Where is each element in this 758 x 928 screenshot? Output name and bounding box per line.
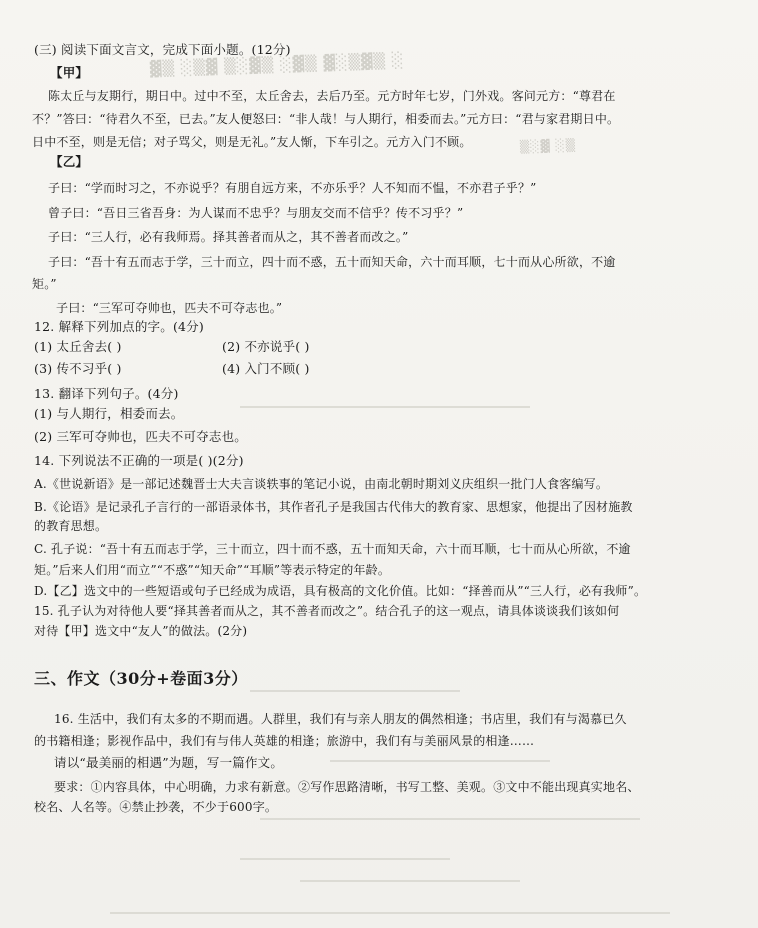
q14-stem: 14. 下列说法不正确的一项是( )(2分) [34,453,244,468]
q14-option-c-line2: 矩。”后来人们用“而立”“不惑”“知天命”“耳顺”等表示特定的年龄。 [34,563,391,577]
q13-item-2: (2) 三军可夺帅也，匹夫不可夺志也。 [34,429,247,444]
bleed-mark [300,880,520,882]
reading-intro: (三) 阅读下面文言文，完成下面小题。(12分) [34,42,291,57]
yi-line-1: 子曰：“学而时习之，不亦说乎？有朋自远方来，不亦乐乎？人不知而不愠，不亦君子乎？” [48,181,537,195]
q15-line-1: 15. 孔子认为对待他人要“择其善者而从之，其不善者而改之”。结合孔子的这一观点，请具体谈谈我们该如何 [34,604,620,618]
essay-prompt: 请以“最美丽的相遇”为题，写一篇作文。 [54,755,284,770]
label-jia: 【甲】 [50,65,89,80]
q12-item-2: (2) 不亦说乎( ) [222,339,310,354]
yi-line-3: 子曰：“三人行，必有我师焉。择其善者而从之，其不善者而改之。” [48,230,409,244]
q14-option-c-line1: C. 孔子说：“吾十有五而志于学，三十而立，四十而不惑，五十而知天命，六十而耳顺，七十而从心所欲，不逾 [34,542,631,556]
essay-requirements-1: 要求：①内容具体，中心明确，力求有新意。②写作思路清晰，书写工整、美观。③文中不能出现真实地名、 [54,780,640,794]
label-yi: 【乙】 [50,154,89,169]
essay-requirements-2: 校名、人名等。④禁止抄袭，不少于600字。 [34,800,278,814]
bleed-mark [110,912,670,914]
bleed-mark [240,406,530,408]
yi-line-2: 曾子曰：“吾日三省吾身：为人谋而不忠乎？与朋友交而不信乎？传不习乎？” [48,206,464,220]
q14-option-b-line2: 的教育思想。 [34,519,108,533]
yi-line-6: 子曰：“三军可夺帅也，匹夫不可夺志也。” [56,301,283,315]
q12-item-3: (3) 传不习乎( ) [34,361,122,376]
q16-line-2: 的书籍相逢；影视作品中，我们有与伟人英雄的相逢；旅游中，我们有与美丽风景的相逢…… [34,734,535,748]
yi-line-5: 矩。” [32,277,57,291]
q13-item-1: (1) 与人期行，相委而去。 [34,406,184,421]
bleed-through-text: ▒░▓ ░▒ [519,138,577,154]
bleed-through-text: ▓▒ ░▒▓ ▒░▓▒ ░▓▒ ▓░▒▓▒ ░ [149,51,405,78]
q14-option-a: A.《世说新语》是一部记述魏晋士大夫言谈轶事的笔记小说，由南北朝时期刘义庆组织一批门人食客编写。 [34,477,609,491]
yi-line-4: 子曰：“吾十有五而志于学，三十而立，四十而不惑，五十而知天命，六十而耳顺，七十而从心所欲，不逾 [48,255,616,269]
jia-line-2: 不？”答曰：“待君久不至，已去。”友人便怒曰：“非人哉！与人期行，相委而去。”元方曰：“君与家君期日中。 [32,112,620,126]
bleed-mark [330,760,550,762]
jia-line-1: 陈太丘与友期行，期日中。过中不至，太丘舍去，去后乃至。元方时年七岁，门外戏。客问元方：“尊君在 [48,89,616,103]
q14-option-d: D.【乙】选文中的一些短语或句子已经成为成语，具有极高的文化价值。比如：“择善而从”“三人行，必有我师”。 [34,584,647,598]
q16-line-1: 16. 生活中，我们有太多的不期而遇。人群里，我们有与亲人朋友的偶然相逢；书店里，我们有与渴慕已久 [54,712,627,726]
jia-line-3: 日中不至，则是无信；对子骂父，则是无礼。”友人惭，下车引之。元方入门不顾。 [32,135,472,149]
q14-option-b-line1: B.《论语》是记录孔子言行的一部语录体书，其作者孔子是我国古代伟大的教育家、思想家，他提出了因材施教 [34,500,633,514]
bleed-mark [250,690,460,692]
q13-stem: 13. 翻译下列句子。(4分) [34,386,179,401]
section-three-title: 三、作文（30分+卷面3分） [34,669,248,688]
q12-stem: 12. 解释下列加点的字。(4分) [34,319,204,334]
q12-item-4: (4) 入门不顾( ) [222,361,310,376]
q15-line-2: 对待【甲】选文中“友人”的做法。(2分) [34,624,248,638]
bleed-mark [240,858,450,860]
bleed-mark [260,818,640,820]
q12-item-1: (1) 太丘舍去( ) [34,339,122,354]
